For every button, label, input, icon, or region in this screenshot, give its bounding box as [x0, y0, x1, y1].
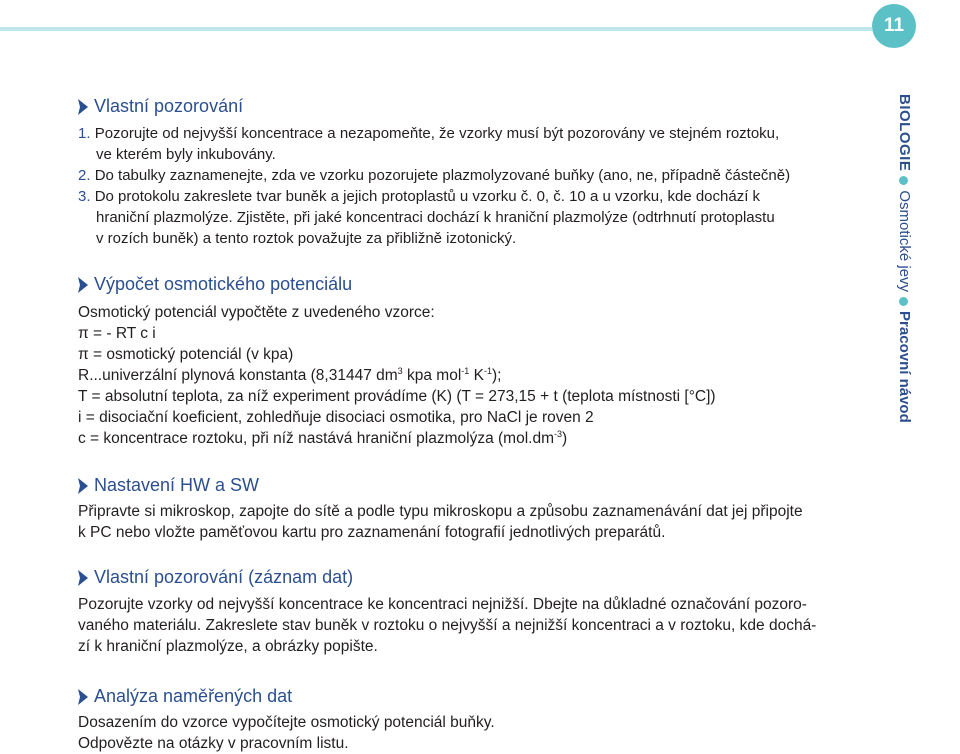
definition: R...univerzální plynová konstanta (8,31447 $dm^3$ kpa mol$^{-1}$ $K^{-1}$); — [78, 366, 502, 384]
definition: c = koncentrace roztoku, při níž nastává hraniční plazmolýza $(mol.dm^{-3})$ — [78, 429, 568, 447]
paragraph: zí k hraniční plazmolýze, a obrázky popište. — [78, 638, 378, 655]
paragraph: Odpovězte na otázky v pracovním listu. — [78, 735, 349, 752]
section-title: Analýza naměřených dat — [94, 686, 293, 706]
section-title: Nastavení HW a SW — [94, 475, 260, 495]
list-item: 1. Pozorujte od nejvyšší koncentrace a nezapomeňte, že vzorky musí být pozorovány ve stejném roztoku, — [78, 125, 780, 142]
chevron-right-icon — [78, 277, 88, 293]
dot-icon — [900, 176, 909, 185]
list-item-continuation: hraniční plazmolýze. Zjistěte, při jaké koncentraci dochází k hraniční plazmolýze (odtrhnutí protoplastu — [96, 209, 775, 226]
side-header — [894, 94, 914, 423]
top-rule — [0, 27, 872, 31]
section-heading — [78, 686, 292, 707]
chevron-right-icon — [78, 689, 88, 705]
chevron-right-icon — [78, 570, 88, 586]
section-title: Vlastní pozorování — [94, 96, 244, 116]
paragraph: Dosazením do vzorce vypočítejte osmotický potenciál buňky. — [78, 714, 495, 731]
section-heading — [78, 567, 353, 588]
paragraph: vaného materiálu. Zakreslete stav buněk v roztoku o nejvyšší a nejnižší koncentraci a v roztoku, kde dochá- — [78, 617, 817, 634]
paragraph: Připravte si mikroskop, zapojte do sítě a podle typu mikroskopu a způsobu zaznamenávání dat jej připojte — [78, 503, 803, 520]
side-topic: Osmotické jevy — [896, 190, 913, 293]
definition: i = disociační koeficient, zohledňuje disociaci osmotika, pro NaCl je roven 2 — [78, 409, 594, 426]
paragraph: k PC nebo vložte paměťovou kartu pro zaznamenání fotografií jednotlivých preparátů. — [78, 524, 666, 541]
list-item: 3. Do protokolu zakreslete tvar buněk a jejich protoplastů u vzorku č. 0, č. 10 a u vzorku, kde dochází k — [78, 188, 761, 205]
section-title: Výpočet osmotického potenciálu — [94, 274, 353, 294]
section-heading — [78, 96, 243, 117]
definition: T = absolutní teplota, za níž experiment provádíme (K) (T = 273,15 + t (teplota místnosti [°C]) — [78, 388, 716, 405]
dot-icon — [900, 297, 909, 306]
list-item-continuation: ve kterém byly inkubovány. — [96, 146, 276, 163]
section-heading — [78, 274, 352, 295]
chevron-right-icon — [78, 478, 88, 494]
paragraph: Pozorujte vzorky od nejvyšší koncentrace ke koncentraci nejnižší. Dbejte na důkladné označování pozoro- — [78, 596, 807, 613]
section-title: Vlastní pozorování (záznam dat) — [94, 567, 354, 587]
side-type: Pracovní návod — [896, 311, 913, 423]
page-number: 11 — [872, 4, 916, 48]
list-item: 2. Do tabulky zaznamenejte, zda ve vzorku pozorujete plazmolyzované buňky (ano, ne, případně částečně) — [78, 167, 791, 184]
chevron-right-icon — [78, 99, 88, 115]
formula: π = - RT c i — [78, 325, 156, 342]
side-subject: BIOLOGIE — [896, 94, 913, 172]
list-item-continuation: v rozích buněk) a tento roztok považujte za přibližně izotonický. — [96, 230, 517, 247]
definition: π = osmotický potenciál (v kpa) — [78, 346, 294, 363]
section-heading — [78, 475, 259, 496]
paragraph: Osmotický potenciál vypočtěte z uvedeného vzorce: — [78, 304, 435, 321]
